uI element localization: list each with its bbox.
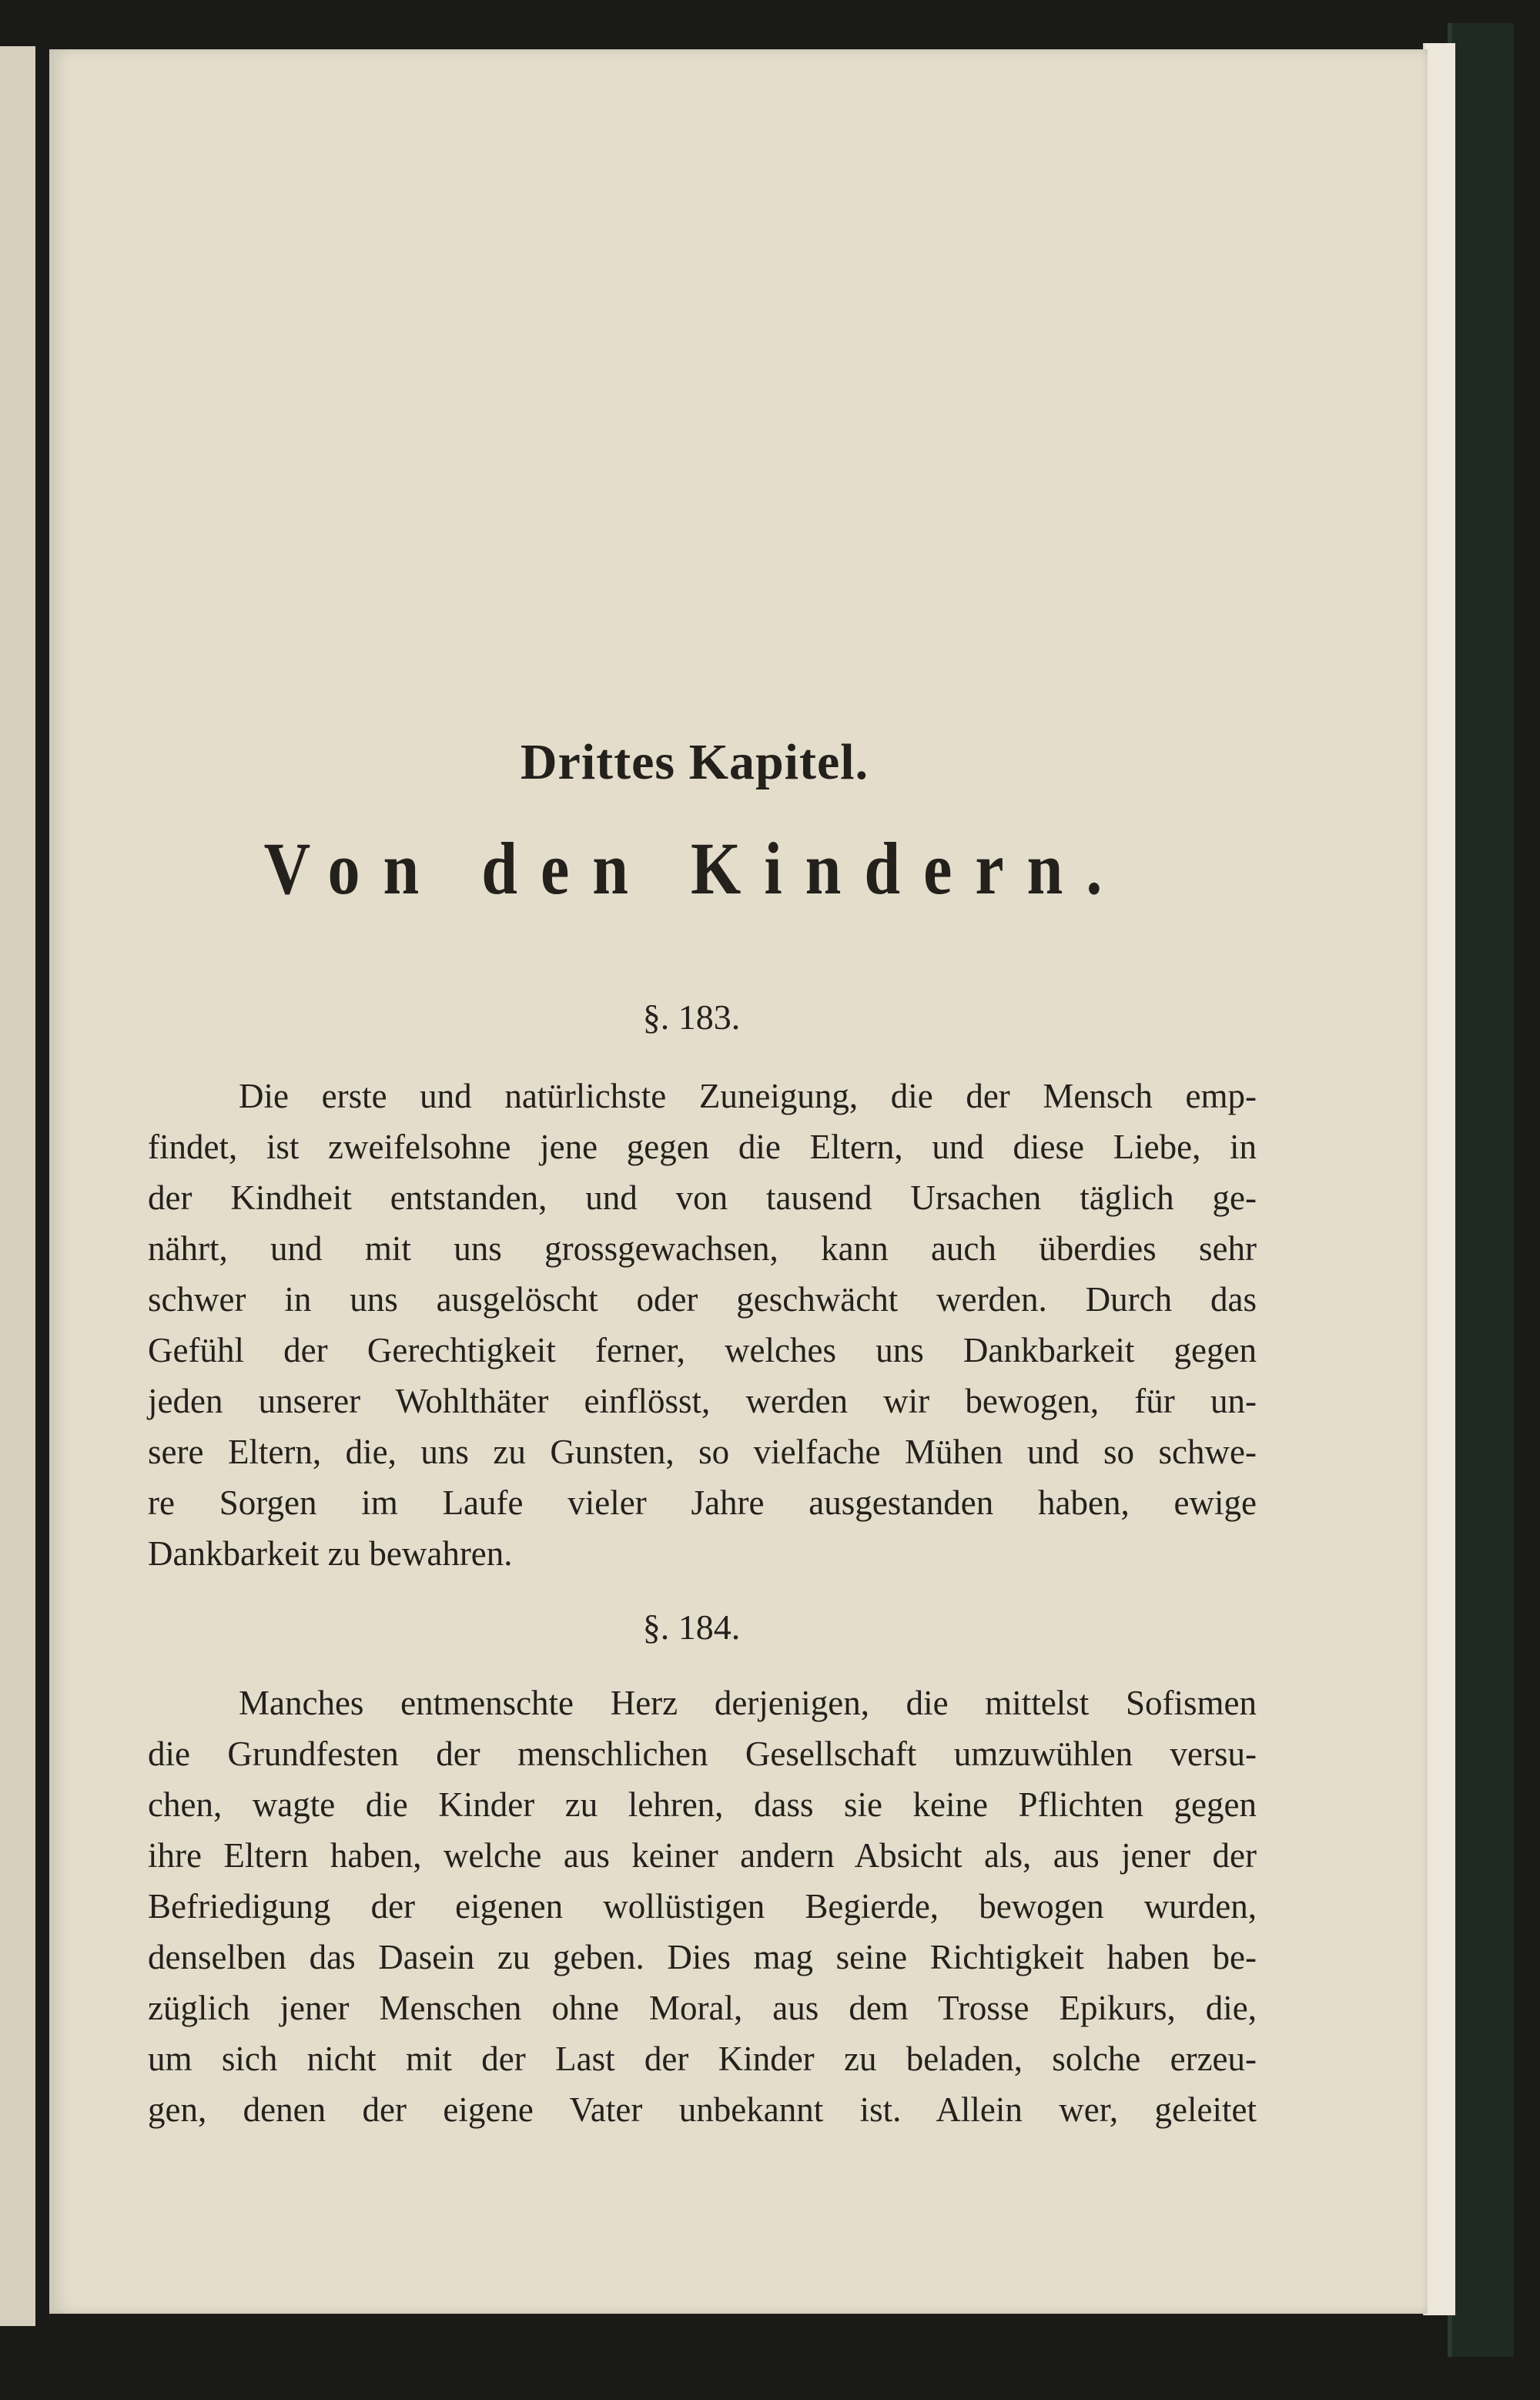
text-line: um sich nicht mit der Last der Kinder zu beladen, solche erzeu- — [148, 2040, 1257, 2078]
text-line: re Sorgen im Laufe vieler Jahre ausgestanden haben, ewige — [148, 1483, 1257, 1522]
text-line: nährt, und mit uns grossgewachsen, kann auch überdies sehr — [148, 1229, 1257, 1268]
book-page — [49, 49, 1428, 2314]
text-line: der Kindheit entstanden, und von tausend Ursachen täglich ge- — [148, 1178, 1257, 1217]
text-line: Manches entmenschte Herz derjenigen, die mittelst Sofismen — [239, 1684, 1257, 1722]
left-page-edge — [0, 46, 35, 2326]
chapter-title: Von den Kindern. — [263, 828, 1126, 910]
text-line: jeden unserer Wohlthäter einflösst, werden wir bewogen, für un- — [148, 1382, 1257, 1420]
text-line: Gefühl der Gerechtigkeit ferner, welches uns Dankbarkeit gegen — [148, 1331, 1257, 1369]
text-line: gen, denen der eigene Vater unbekannt ist. Allein wer, geleitet — [148, 2090, 1257, 2129]
text-line: chen, wagte die Kinder zu lehren, dass sie keine Pflichten gegen — [148, 1785, 1257, 1824]
text-line: sere Eltern, die, uns zu Gunsten, so vielfache Mühen und so schwe- — [148, 1433, 1257, 1471]
text-line: schwer in uns ausgelöscht oder geschwächt werden. Durch das — [148, 1280, 1257, 1319]
text-line: ihre Eltern haben, welche aus keiner andern Absicht als, aus jener der — [148, 1836, 1257, 1875]
section-184-paragraph — [148, 1678, 1257, 2135]
text-line: züglich jener Menschen ohne Moral, aus dem Trosse Epikurs, die, — [148, 1989, 1257, 2027]
section-number-183: §. 183. — [642, 997, 741, 1037]
text-line: denselben das Dasein zu geben. Dies mag seine Richtigkeit haben be- — [148, 1938, 1257, 1976]
chapter-heading: Drittes Kapitel. — [520, 734, 869, 790]
page-stack-edge — [1423, 43, 1455, 2315]
book-cover-edge — [1448, 23, 1514, 2357]
text-line: Die erste und natürlichste Zuneigung, die der Mensch emp- — [239, 1077, 1257, 1115]
section-183-paragraph — [148, 1071, 1257, 1579]
section-number-184: §. 184. — [642, 1607, 741, 1647]
text-line: die Grundfesten der menschlichen Gesellschaft umzuwühlen versu- — [148, 1735, 1257, 1773]
text-line: findet, ist zweifelsohne jene gegen die Eltern, und diese Liebe, in — [148, 1128, 1257, 1166]
text-line: Befriedigung der eigenen wollüstigen Begierde, bewogen wurden, — [148, 1887, 1257, 1926]
text-line: Dankbarkeit zu bewahren. — [148, 1534, 513, 1573]
